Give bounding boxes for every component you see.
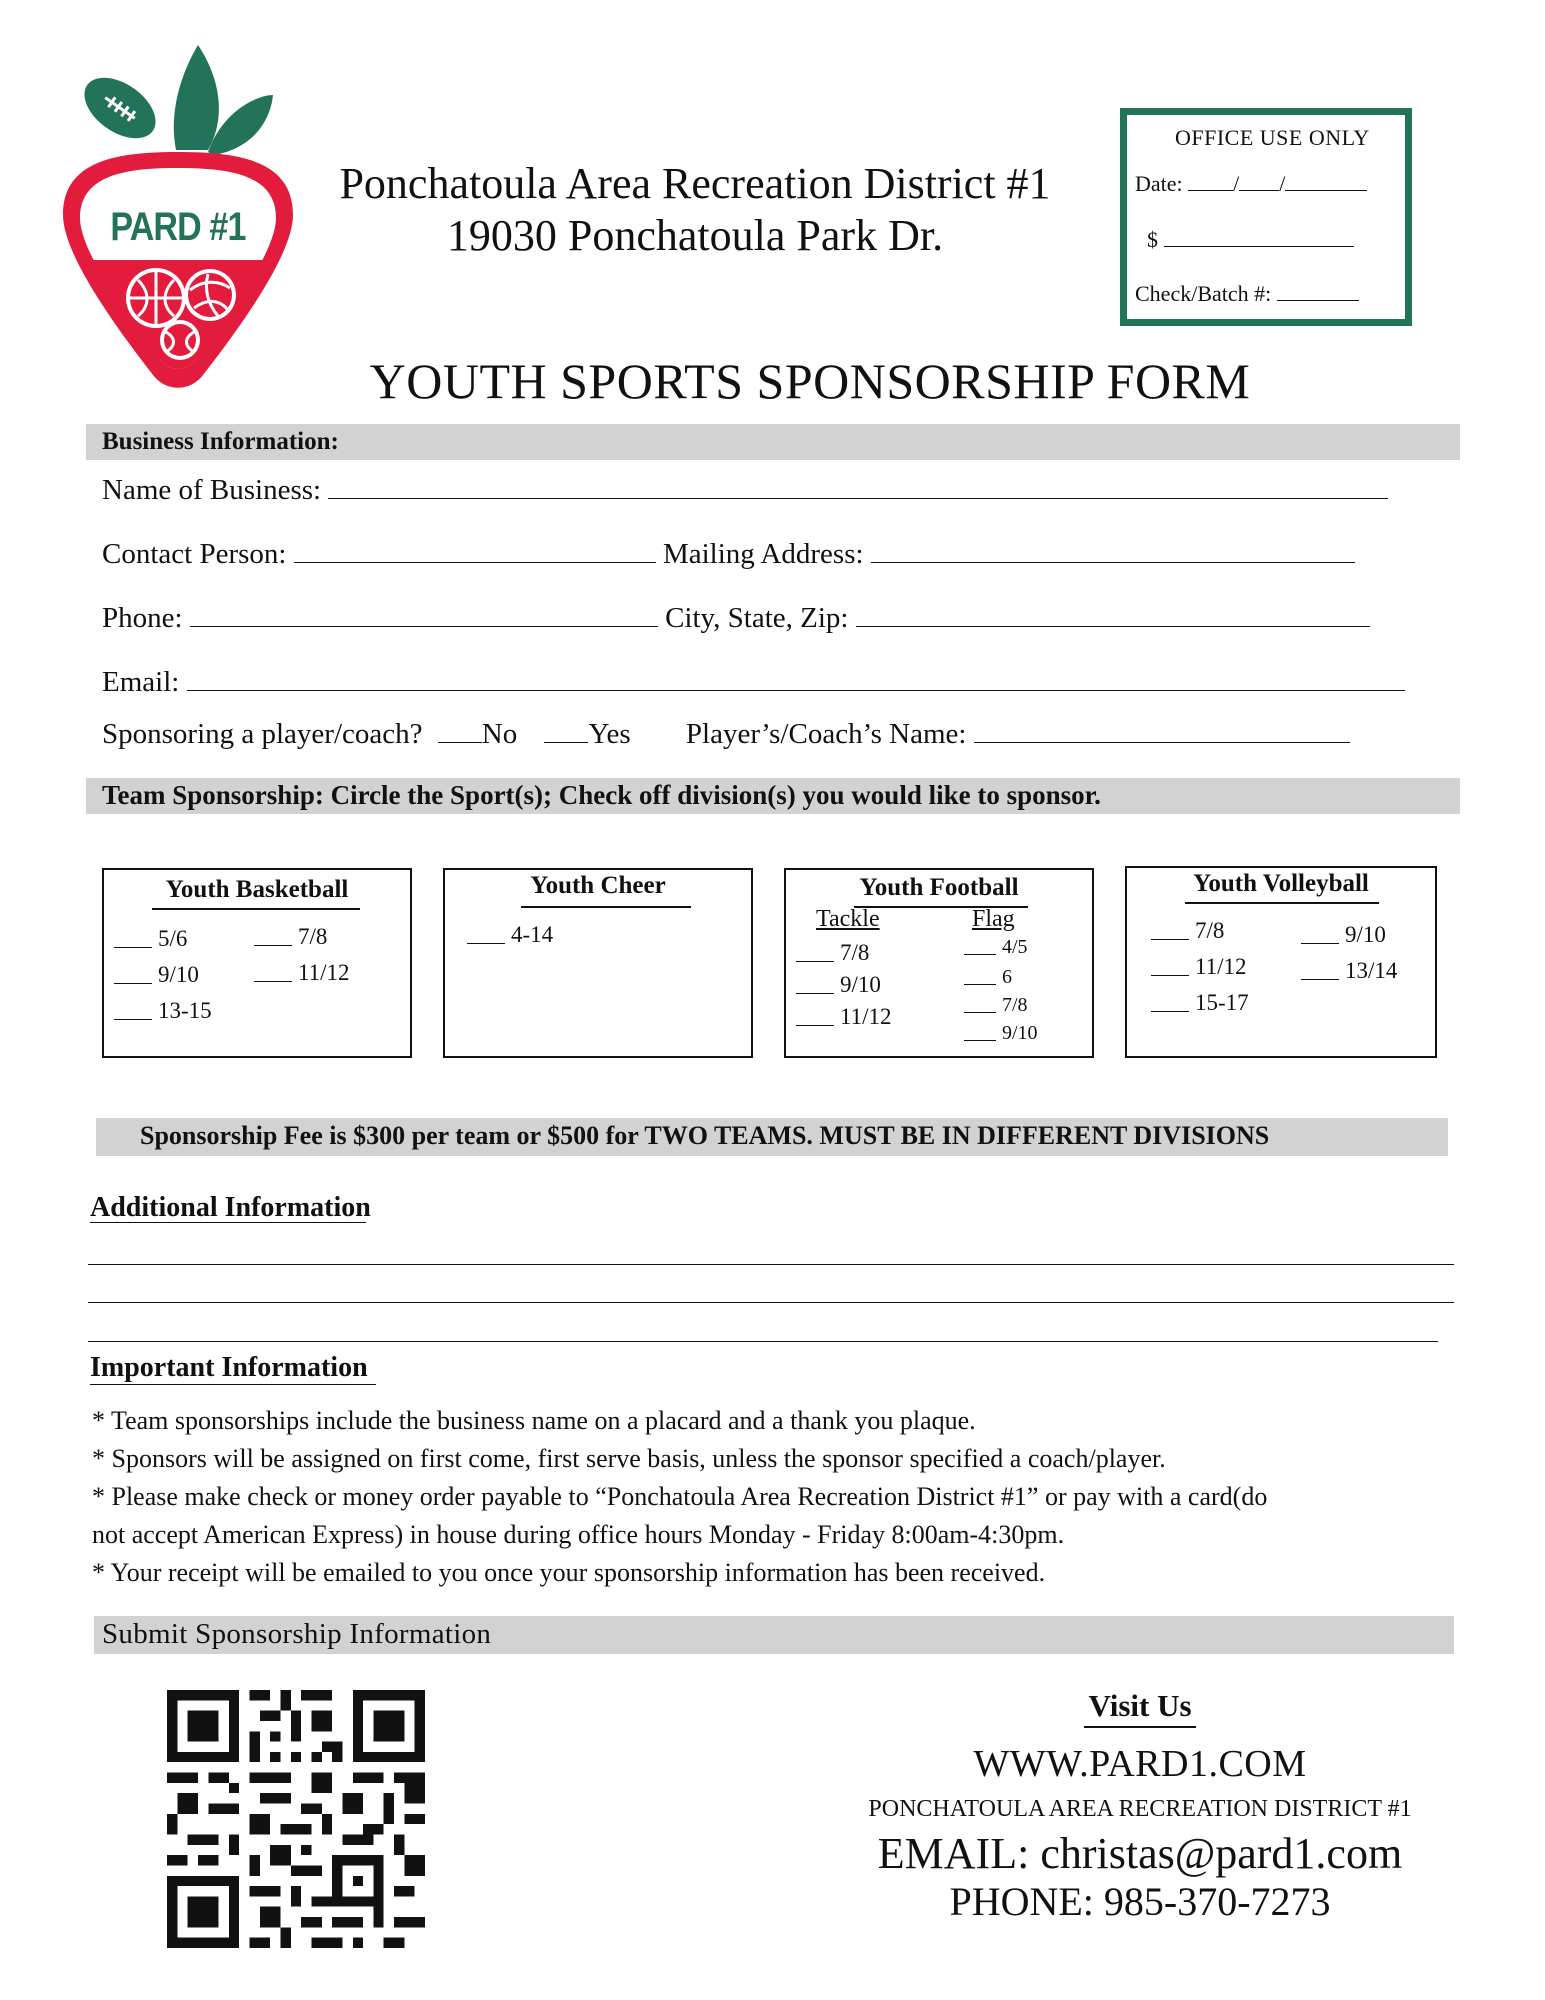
cheer-title-underline bbox=[521, 906, 691, 908]
basketball-box bbox=[102, 868, 412, 1058]
tackle-division[interactable]: 7/8 bbox=[796, 940, 869, 966]
flag-division[interactable]: 6 bbox=[964, 966, 1012, 989]
form-title: YOUTH SPORTS SPONSORSHIP FORM bbox=[369, 353, 1251, 409]
contact-row bbox=[102, 538, 1355, 571]
mailing-address-field[interactable] bbox=[871, 538, 1355, 563]
team-sponsorship-bar bbox=[86, 778, 1460, 814]
basketball-division[interactable]: 5/6 bbox=[114, 926, 187, 952]
visit-us-heading: Visit Us bbox=[1088, 1688, 1192, 1723]
volleyball-division[interactable]: 9/10 bbox=[1301, 922, 1386, 948]
phone-contact[interactable]: PHONE: 985-370-7273 bbox=[949, 1879, 1331, 1924]
business-info-bar bbox=[86, 424, 1460, 460]
email-label: Email: bbox=[102, 666, 180, 698]
business-name-label: Name of Business: bbox=[102, 474, 322, 506]
tackle-division[interactable]: 11/12 bbox=[796, 1004, 892, 1030]
email-row bbox=[102, 666, 1405, 699]
contact-person-field[interactable] bbox=[294, 538, 656, 563]
sponsoring-no-label: No bbox=[481, 718, 518, 750]
logo-text: PARD #1 bbox=[110, 205, 246, 249]
mailing-address-label: Mailing Address: bbox=[662, 538, 864, 570]
email-field[interactable] bbox=[187, 666, 1405, 691]
submit-heading: Submit Sponsorship Information bbox=[102, 1618, 492, 1650]
office-check-label: Check/Batch #: bbox=[1135, 281, 1272, 306]
volleyball-division[interactable]: 11/12 bbox=[1151, 954, 1247, 980]
important-bullet: * Your receipt will be emailed to you once your sponsorship information has been received. bbox=[92, 1558, 1046, 1587]
org-caps-name: PONCHATOULA AREA RECREATION DISTRICT #1 bbox=[868, 1796, 1412, 1822]
qr-code[interactable] bbox=[167, 1690, 425, 1948]
phone-label: Phone: bbox=[102, 602, 183, 634]
flag-division[interactable]: 4/5 bbox=[964, 936, 1028, 959]
volleyball-title[interactable]: Youth Volleyball bbox=[1193, 870, 1369, 897]
team-sponsorship-heading: Team Sponsorship: Circle the Sport(s); Check off division(s) you would like to sponsor. bbox=[102, 780, 1101, 810]
cheer-title[interactable]: Youth Cheer bbox=[530, 872, 666, 899]
basketball-division[interactable]: 9/10 bbox=[114, 962, 199, 988]
additional-info-heading: Additional Information bbox=[90, 1192, 371, 1223]
office-date-label: Date: bbox=[1135, 171, 1183, 196]
basketball-title[interactable]: Youth Basketball bbox=[165, 876, 349, 903]
sponsoring-yes-label: Yes bbox=[588, 718, 631, 750]
sponsoring-no-checkbox[interactable] bbox=[438, 718, 482, 743]
website-link[interactable]: WWW.PARD1.COM bbox=[973, 1743, 1307, 1785]
submit-bar bbox=[94, 1616, 1454, 1654]
cheer-box bbox=[443, 868, 753, 1058]
important-bullet: * Sponsors will be assigned on first come, first serve basis, unless the sponsor specified a coach/player. bbox=[92, 1444, 1166, 1473]
cheer-division[interactable]: 4-14 bbox=[467, 922, 553, 948]
phone-field[interactable] bbox=[190, 602, 658, 627]
date-year-field[interactable] bbox=[1285, 172, 1367, 191]
fee-text: Sponsorship Fee is $300 per team or $500 for TWO TEAMS. MUST BE IN DIFFERENT DIVISIONS bbox=[140, 1121, 1270, 1150]
important-info-heading-underline bbox=[90, 1384, 376, 1385]
office-amount-row bbox=[1147, 227, 1354, 253]
volleyball-division[interactable]: 7/8 bbox=[1151, 918, 1224, 944]
tackle-division[interactable]: 9/10 bbox=[796, 972, 881, 998]
football-box bbox=[784, 868, 1094, 1058]
phone-row bbox=[102, 602, 1370, 635]
office-use-box bbox=[1120, 108, 1412, 326]
player-coach-name-field[interactable] bbox=[974, 718, 1350, 743]
important-bullet: * Team sponsorships include the business name on a placard and a thank you plaque. bbox=[92, 1406, 976, 1435]
business-name-row bbox=[102, 474, 1388, 507]
volleyball-title-underline bbox=[1185, 902, 1379, 904]
basketball-division[interactable]: 11/12 bbox=[254, 960, 350, 986]
office-check-field[interactable] bbox=[1277, 282, 1359, 301]
org-name: Ponchatoula Area Recreation District #1 bbox=[339, 159, 1051, 208]
org-address: 19030 Ponchatoula Park Dr. bbox=[446, 211, 944, 260]
basketball-division[interactable]: 13-15 bbox=[114, 998, 212, 1024]
sponsoring-label: Sponsoring a player/coach? bbox=[102, 718, 423, 750]
player-coach-name-label: Player’s/Coach’s Name: bbox=[685, 718, 967, 750]
sponsoring-yes-checkbox[interactable] bbox=[544, 718, 588, 743]
basketball-division[interactable]: 7/8 bbox=[254, 924, 327, 950]
additional-info-heading-underline bbox=[90, 1222, 366, 1223]
important-info-heading: Important Information bbox=[90, 1352, 368, 1383]
visit-us-underline bbox=[1084, 1726, 1196, 1728]
volleyball-division[interactable]: 13/14 bbox=[1301, 958, 1397, 984]
city-state-zip-label: City, State, Zip: bbox=[665, 602, 849, 634]
flag-division[interactable]: 7/8 bbox=[964, 994, 1028, 1017]
fee-bar bbox=[96, 1118, 1448, 1156]
volleyball-division[interactable]: 15-17 bbox=[1151, 990, 1249, 1016]
office-check-row bbox=[1135, 281, 1359, 307]
business-info-heading: Business Information: bbox=[102, 428, 339, 455]
flag-division[interactable]: 9/10 bbox=[964, 1022, 1038, 1045]
office-amount-label: $ bbox=[1147, 227, 1158, 252]
additional-info-line[interactable] bbox=[88, 1264, 1454, 1265]
office-date-row: Date: / / bbox=[1135, 171, 1367, 197]
additional-info-line[interactable] bbox=[88, 1302, 1454, 1303]
basketball-title-underline bbox=[152, 908, 360, 910]
business-name-field[interactable] bbox=[328, 474, 1388, 499]
date-day-field[interactable] bbox=[1239, 172, 1279, 191]
volleyball-box bbox=[1125, 866, 1437, 1058]
date-month-field[interactable] bbox=[1188, 172, 1233, 191]
tackle-label: Tackle bbox=[816, 906, 880, 932]
important-bullet: not accept American Express) in house during office hours Monday - Friday 8:00am-4:30pm. bbox=[92, 1520, 1065, 1549]
football-title[interactable]: Youth Football bbox=[859, 874, 1019, 901]
important-bullet: * Please make check or money order payable to “Ponchatoula Area Recreation District #1” or pay with a card(do bbox=[92, 1482, 1268, 1511]
city-state-zip-field[interactable] bbox=[856, 602, 1370, 627]
pard-logo bbox=[58, 40, 298, 400]
flag-label: Flag bbox=[972, 906, 1015, 932]
additional-info-line[interactable] bbox=[88, 1341, 1438, 1342]
office-amount-field[interactable] bbox=[1164, 228, 1354, 247]
sponsoring-row bbox=[102, 718, 1350, 751]
office-use-title: OFFICE USE ONLY bbox=[1175, 125, 1370, 150]
contact-person-label: Contact Person: bbox=[102, 538, 287, 570]
email-contact[interactable]: EMAIL: christas@pard1.com bbox=[877, 1829, 1403, 1878]
